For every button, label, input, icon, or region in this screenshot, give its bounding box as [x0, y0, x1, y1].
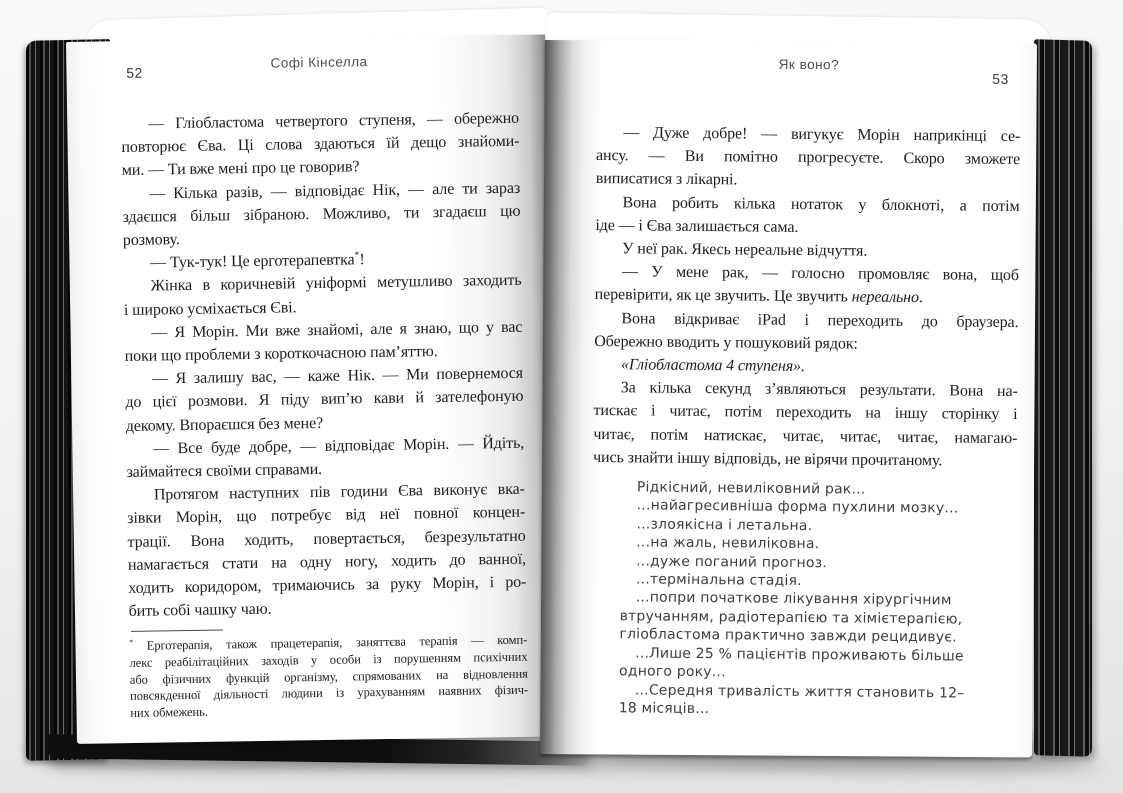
- text-segment: займайтеся своїми справами.: [126, 460, 323, 481]
- search-result-item: [619, 644, 1005, 685]
- text-segment: трації. Вона ходить, повертається, безрезультатно: [127, 527, 526, 551]
- page-edge-stripes-right: [1034, 39, 1092, 757]
- text-segment: — Все буде добре, — відповідає Морін. — Йдіть,: [153, 434, 525, 458]
- text-segment: бить собі чашку чаю.: [128, 600, 272, 621]
- text-segment: ...попри початкове лікування хірургічним: [635, 589, 952, 609]
- footnote-asterisk: *: [129, 638, 134, 648]
- text-segment: — У мене рак, — голосно промовляє вона, щоб: [621, 263, 1019, 285]
- text-segment: — Гліобластома четвертого ступеня, — обережно: [147, 109, 520, 133]
- text-segment: ...найагресивніша форма пухлини мозку...: [636, 497, 959, 517]
- running-head-author: Софі Кінселла: [270, 54, 368, 71]
- text-segment: одного року...: [619, 663, 726, 681]
- page-number-left: 52: [126, 64, 143, 81]
- text-segment: поки що проблеми з короткочасною пам’яттю.: [124, 343, 438, 365]
- paragraph: [596, 121, 1021, 195]
- paragraph: [124, 316, 523, 369]
- text-segment: виписатися з лікарні.: [595, 170, 738, 189]
- paragraph: [595, 260, 1019, 310]
- text-segment: !: [359, 251, 365, 269]
- text-segment: — Кілька разів, — відповідає Нік, — але ти зараз: [149, 179, 521, 203]
- text-segment: перевірити, як це звучить. Це звучить: [594, 286, 852, 306]
- paragraph: [121, 107, 520, 183]
- right-page-text: [591, 55, 1021, 721]
- left-page-body: [121, 107, 527, 624]
- right-page-header: [597, 55, 1021, 87]
- text-segment: лекс реабілітаційних заходів у особи із порушенням психічних: [129, 649, 528, 670]
- text-segment: — Тук-тук! Це ерготерапевтка: [150, 251, 355, 272]
- running-head-title: Як воно?: [778, 56, 840, 73]
- text-segment: і широко усміхається Єві.: [123, 298, 297, 319]
- page-number-right: 53: [992, 70, 1009, 87]
- text-line: [595, 283, 1019, 310]
- paragraph: [593, 376, 1018, 473]
- left-page-footnote: [129, 632, 528, 721]
- text-line: [596, 167, 1020, 194]
- text-segment: декому. Впораєшся без мене?: [125, 414, 324, 435]
- footnote-asterisk: *: [354, 250, 360, 262]
- text-line: [619, 699, 1005, 721]
- text-segment: За кілька секунд з’являються результати. Вона на-: [620, 379, 1018, 401]
- text-segment: У неї рак. Якесь нереальне відчуття.: [622, 240, 868, 260]
- text-segment: намагається стати на одну ногу, ходить до ванної,: [127, 550, 527, 574]
- right-page-body: [593, 121, 1020, 473]
- text-segment: або фізичних функцій організму, спрямованих на відновлення: [129, 666, 528, 687]
- search-results-excerpt: [619, 478, 1007, 721]
- text-segment: гліобластома практично завжди рецидивує.: [619, 626, 957, 646]
- text-segment: розмову.: [122, 231, 180, 249]
- text-segment: повсякденної діяльності людини із урахуванням наявних фізич-: [129, 682, 529, 704]
- text-segment: ...Середня тривалість життя становить 12–: [634, 681, 965, 702]
- paragraph: [595, 191, 1019, 241]
- text-segment: ходить коридором, тримаючись за руку Морін, і ро-: [128, 573, 527, 597]
- text-segment: тискає і читає, потім переходить на іншу сторінку і: [593, 402, 1018, 424]
- paragraph: [122, 176, 521, 252]
- paragraph: [123, 269, 522, 322]
- text-segment: Ерготерапія, також працетерапія, заняттєва терапія — комп-: [132, 633, 528, 654]
- text-segment: «Гліобластома 4 ступеня».: [620, 356, 805, 376]
- text-segment: ...термінальна стадія.: [635, 571, 802, 590]
- search-result-item: [619, 681, 1005, 722]
- text-segment: 18 місяців...: [618, 700, 710, 718]
- text-segment: Протягом наступних пів години Єва виконує вка-: [153, 480, 525, 504]
- text-segment: ...на жаль, невиліковна.: [636, 534, 820, 553]
- text-segment: ...Лише 25 % пацієнтів проживають більше: [635, 645, 964, 665]
- text-segment: — Я залишу вас, — каже Нік. — Ми повернемося: [151, 364, 524, 388]
- text-segment: повторює Єва. Ці слова здаються їй дещо знайоми-: [121, 132, 520, 157]
- text-segment: — Дуже добре! — вигукує Морін наприкінці се-: [623, 124, 1021, 146]
- text-segment: нереально: [851, 288, 919, 307]
- text-segment: Обережно вводить у пошуковий рядок:: [594, 332, 858, 353]
- text-segment: — Я Морін. Ми вже знайомі, але я знаю, що у вас: [151, 318, 523, 342]
- text-segment: до цієї розмови. Я піду вип’ю кави й зателефоную: [125, 388, 524, 412]
- text-segment: Вона робить кілька нотаток у блокноті, а потім: [622, 193, 1020, 215]
- text-segment: ансу. — Ви помітно прогресуєте. Скоро зможете: [595, 147, 1021, 169]
- text-segment: ми. — Ти вже мені про це говорив?: [121, 158, 360, 180]
- text-segment: читає, потім натискає, читає, читає, читає, намагаю-: [593, 425, 1018, 447]
- paragraph: [126, 432, 525, 485]
- text-segment: .: [918, 289, 923, 307]
- footnote-separator: [131, 630, 223, 632]
- text-segment: ...злоякісна і летальна.: [636, 516, 813, 534]
- text-segment: Жінка в коричневій уніформі метушливо заходить: [150, 272, 522, 295]
- text-segment: чись знайти іншу відповідь, не вірячи прочитаному.: [593, 448, 943, 470]
- text-segment: іде — і Єва залишається сама.: [595, 216, 799, 236]
- text-line: [129, 594, 527, 623]
- text-segment: втручанням, радіотерапією та хімієтерапією,: [619, 608, 963, 628]
- text-segment: ...дуже поганий прогноз.: [636, 553, 828, 571]
- footnote: [129, 632, 528, 721]
- left-page-text: [120, 52, 528, 722]
- text-segment: здаєшся більш зібраною. Можливо, ти згадаєш цю: [122, 202, 521, 226]
- paragraph: [125, 362, 524, 438]
- paragraph: [594, 307, 1018, 357]
- search-result-item: [619, 589, 1006, 648]
- text-segment: них обмежень.: [130, 704, 208, 720]
- text-segment: зівки Морін, що потребує від неї повної концен-: [127, 504, 526, 528]
- paragraph: [127, 478, 527, 623]
- text-segment: Вона відкриває iPad і переходить до браузера.: [621, 309, 1019, 331]
- text-line: [593, 446, 1017, 473]
- text-segment: Рідкісний, невиліковний рак...: [636, 479, 866, 498]
